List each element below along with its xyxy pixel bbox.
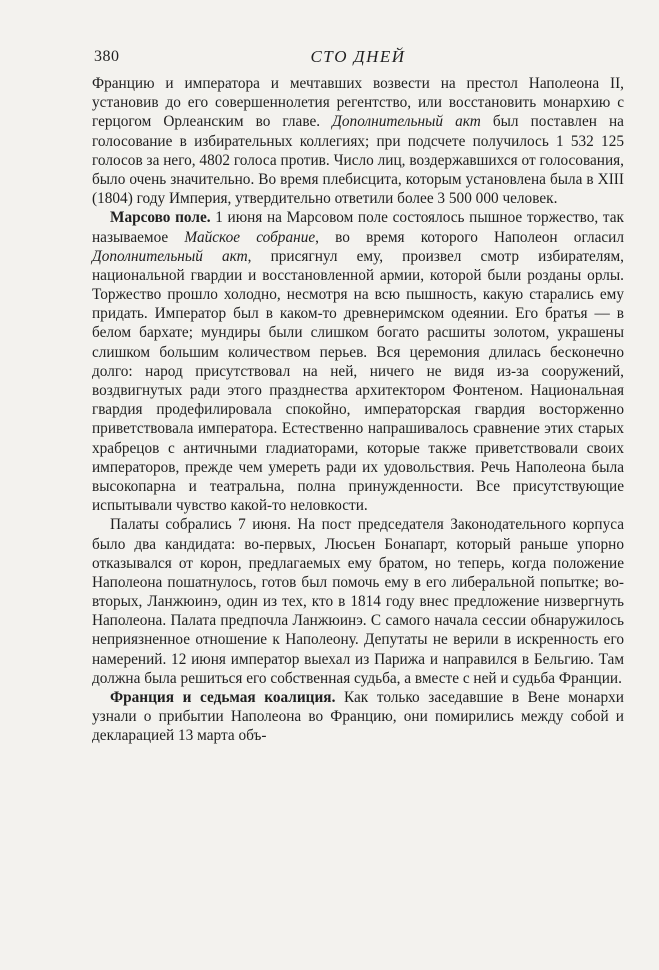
paragraph-text: Палаты собрались 7 июня. На пост председателя Законодательного корпуса было два кандидата: во-первых, Люсьен Бонапарт, который раньше упорно отказывался от корон, предлагаемых ему братом, но теперь, когда положение Наполеона пошатнулось, готов был помочь ему в его либеральной попытке; во-вторых, Ланжюинэ, один из тех, кто в 1814 году внес предложение низвергнуть Наполеона. Палата предпочла Ланжюинэ. С самого начала сессии обнаружилось неприязненное отношение к Наполеону. Депутаты не верили в искренность его намерений. 12 июня император выехал из Парижа и направился в Бельгию. Там должна была решиться его собственная судьба, а вместе с ней и судьба Франции. bbox=[92, 516, 624, 687]
section-heading: Марсово поле. bbox=[110, 209, 211, 227]
paragraph bbox=[92, 74, 624, 208]
page-number: 380 bbox=[94, 48, 120, 65]
emphasis-text: Дополнительный акт bbox=[92, 247, 248, 265]
paragraph bbox=[92, 688, 624, 746]
paragraph-text: , во время которого Наполеон огласил bbox=[315, 228, 624, 246]
page-header bbox=[92, 44, 624, 74]
paragraph-text: 1 июня на Марсовом поле состоялось пышное торжество, так называемое bbox=[92, 209, 624, 246]
paragraph bbox=[92, 515, 624, 688]
book-page bbox=[92, 44, 624, 746]
body-text bbox=[92, 74, 624, 746]
paragraph-text: Как только заседавшие в Вене монархи узнали о прибытии Наполеона во Францию, они помирились между собой и декларацией 13 марта объ- bbox=[92, 689, 624, 745]
running-title: СТО ДНЕЙ bbox=[310, 47, 406, 66]
emphasis-text: Майское собрание bbox=[184, 228, 316, 246]
paragraph-text: Францию и императора и мечтавших возвести на престол Наполеона II, установив до его совершеннолетия регентство, или восстановить монархию с герцогом Орлеанским во главе. bbox=[92, 75, 624, 131]
paragraph-text: был поставлен на голосование в избирательных коллегиях; при подсчете получилось 1 532 125 голосов за него, 4802 голоса против. Число лиц, воздержавшихся от голосования, было очень значительно. Во время плебисцита, которым установлена была в XIII (1804) году Империя, утвердительно ответили более 3 500 000 человек. bbox=[92, 113, 624, 208]
emphasis-text: Дополнительный акт bbox=[332, 113, 481, 131]
section-heading: Франция и седьмая коалиция. bbox=[110, 689, 336, 706]
paragraph bbox=[92, 208, 624, 515]
paragraph-text: , присягнул ему, произвел смотр избирателям, национальной гвардии и восстановленной армии, которой были розданы орлы. Торжество прошло холодно, несмотря на всю пышность, какую старались ему придать. Император был в каком-то древнеримском одеянии. Его братья — в белом бархате; мундиры были слишком богато расшиты золотом, украшены слишком большим количеством перьев. Вся церемония длилась бесконечно долго: народ присутствовал на ней, ничего не видя из-за сооружений, воздвигнутых ради этого празднества архитектором Фонтеном. Национальная гвардия продефилировала спокойно, императорская гвардия восторженно приветствовала императора. Естественно напрашивалось сравнение этих старых храбрецов с античными гладиаторами, которые также приветствовали своих императоров, прежде чем умереть ради их удовольствия. Речь Наполеона была высокопарна и театральна, полна принужденности. Все присутствующие испытывали чувство какой-то неловкости. bbox=[92, 247, 624, 515]
